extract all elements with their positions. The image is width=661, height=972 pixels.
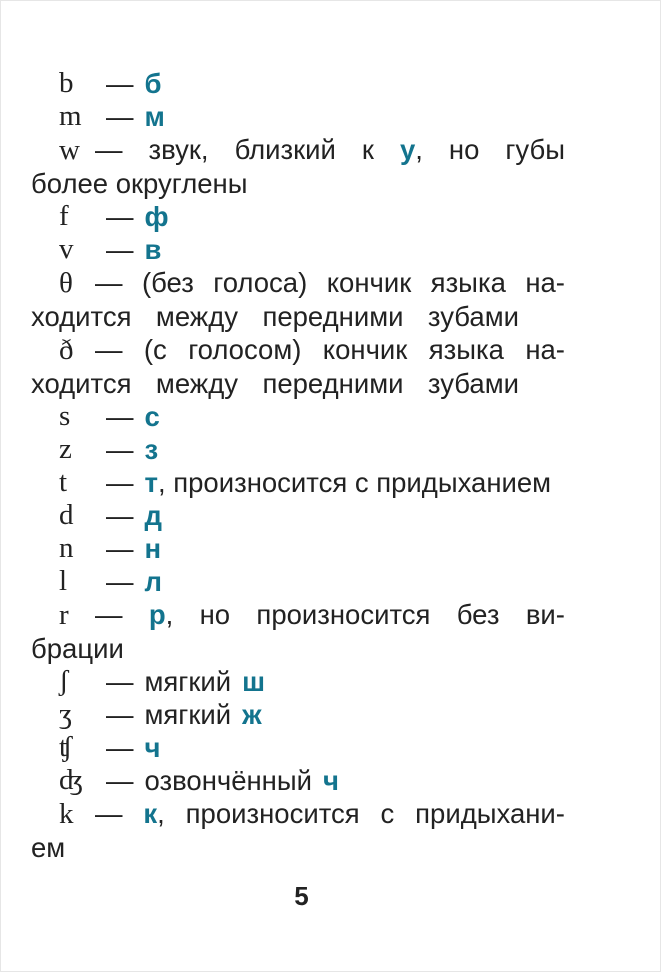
entry-ezh: ʒ — мягкий ж (59, 698, 262, 730)
entry-dezh: ʤ — озвончённый ч (59, 764, 339, 796)
entry-d: d — д (59, 499, 162, 531)
entry-z: z — з (59, 433, 159, 465)
entry-esh: ʃ — мягкий ш (59, 665, 266, 697)
entry-eth: ð — (с голосом) кончик языка на- ходится между передними зубами (31, 334, 565, 399)
entry-r: r — р, но произносится без ви- брации (31, 599, 565, 664)
entry-theta: θ — (без голоса) кончик языка на- ходится между передними зубами (31, 267, 565, 332)
entry-n: n — н (59, 532, 162, 564)
entry-l: l — л (59, 565, 162, 597)
symbol: b (59, 67, 74, 99)
entry-w: w — звук, близкий к у, но губы более округлены (31, 134, 565, 199)
entry-m: m — м (59, 100, 165, 132)
entry-v: v — в (59, 233, 162, 265)
entry-f: f — ф (59, 200, 169, 232)
entry-b: b — б (59, 67, 162, 99)
phonetic-entries (31, 67, 565, 864)
entry-tesh: ʧ — ч (59, 731, 161, 763)
letter: б (144, 68, 162, 99)
entry-s: s — с (59, 400, 160, 432)
entry-k: k — к, произносится с придыхани- ем (31, 798, 565, 863)
entry-t: t — т, произносится с придыханием (59, 466, 552, 498)
page-number: 5 (294, 881, 309, 911)
